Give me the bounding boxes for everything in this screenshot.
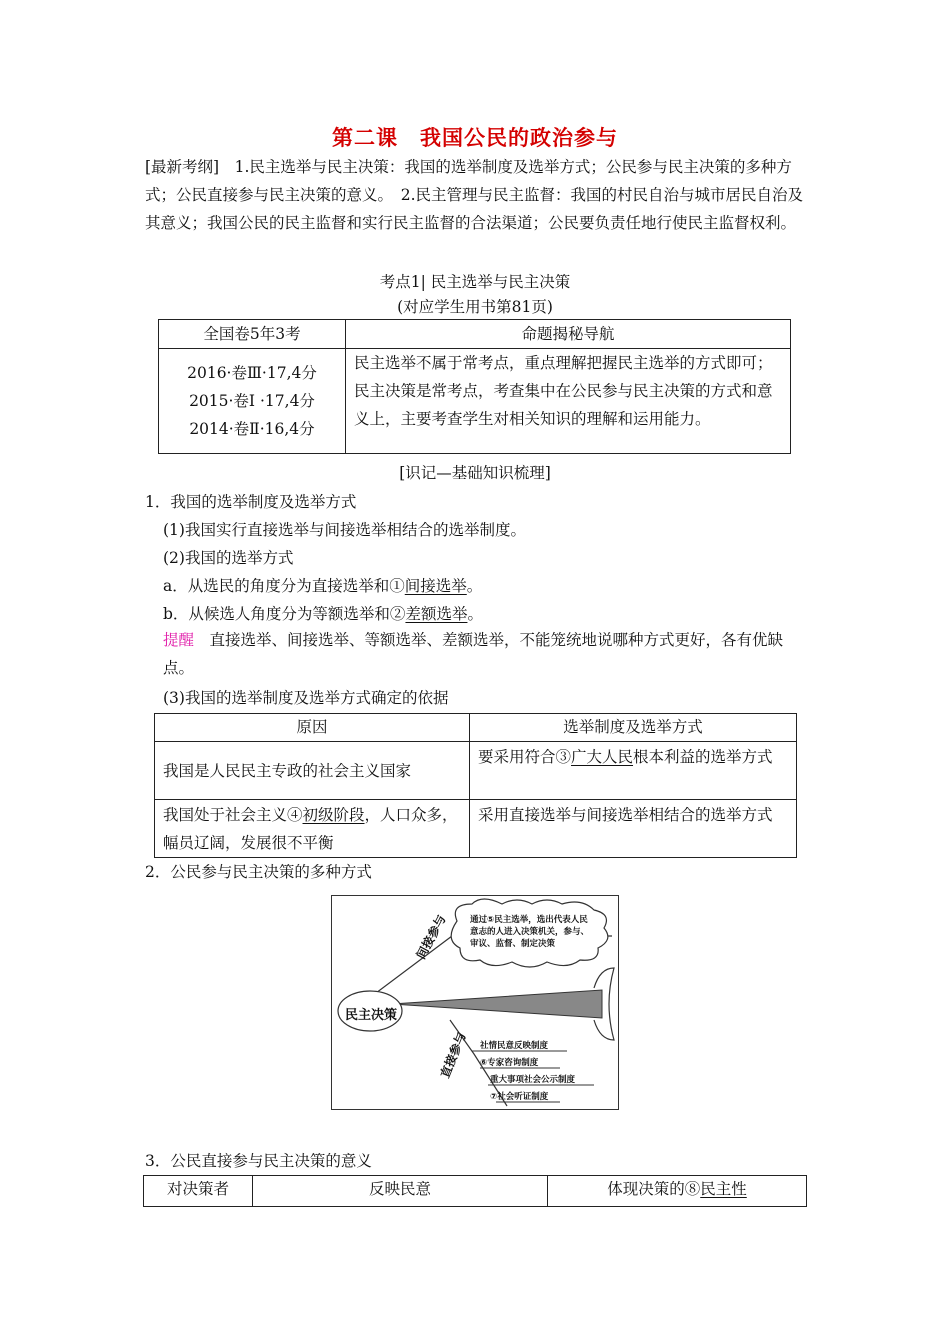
intro-tag: [最新考纲] — [145, 158, 220, 176]
section-heading: 考点1| 民主选举与民主决策 — [379, 273, 571, 291]
basis-r1-reason: 我国是人民民主专政的社会主义国家 — [155, 742, 470, 800]
basis-r2-text-end: ，人口众多，幅员辽阔，发展很不平衡 — [163, 806, 458, 852]
meaning-c3-text: 体现决策的⑧ — [607, 1180, 701, 1198]
answer-8: 民主性 — [700, 1180, 747, 1198]
meaning-c3 — [548, 1176, 807, 1207]
point-1-3: (3)我国的选举制度及选举方式确定的依据 — [163, 689, 449, 707]
diagram-item: ⑥专家咨询制度 — [480, 1058, 539, 1068]
meaning-table — [143, 1175, 807, 1207]
point-b-end: 。 — [467, 605, 483, 623]
point-2-heading: 2．公民参与民主决策的多种方式 — [145, 863, 372, 881]
basis-r1-text: 要采用符合③ — [478, 748, 572, 766]
diagram-item: 社情民意反映制度 — [480, 1041, 549, 1051]
diagram-center-label: 民主决策 — [344, 1008, 397, 1023]
point-a — [163, 574, 482, 596]
lower-branch-label: 直接参与 — [437, 1030, 469, 1080]
section-subheading: (对应学生用书第81页) — [397, 298, 553, 316]
point-3-heading: 3．公民直接参与民主决策的意义 — [145, 1152, 372, 1170]
memo-heading: [识记—基础知识梳理] — [399, 464, 551, 482]
diagram-item: ⑦社会听证制度 — [490, 1092, 549, 1102]
basis-table — [154, 713, 797, 858]
point-a-text: a．从选民的角度分为直接选举和① — [163, 577, 405, 595]
cloud-text — [470, 914, 600, 950]
basis-header-reason: 原因 — [155, 714, 470, 742]
decision-diagram — [331, 895, 619, 1110]
basis-r1-method — [470, 742, 797, 800]
exam-year-item: 2016·卷Ⅲ·17,4分 — [187, 364, 317, 382]
intro-paragraph — [145, 153, 807, 237]
exam-col1-header: 全国卷5年3考 — [159, 320, 346, 349]
tip-paragraph — [163, 626, 807, 682]
exam-col2-header: 命题揭秘导航 — [346, 320, 791, 349]
point-a-end: 。 — [466, 577, 483, 595]
intro-text: 1.民主选举与民主决策：我国的选举制度及选举方式；公民参与民主决策的多种方式；公民直接参与民主决策的意义。 2.民主管理与民主监督：我国的村民自治与城市居民自治及其意义；我国公民的民主监督和实行民主监督的合法渠道；公民要负责任地行使民主监督权利。 — [145, 158, 804, 232]
tip-label: 提醒 — [163, 631, 195, 649]
answer-4: 初级阶段 — [302, 806, 365, 824]
answer-1: 间接选举 — [404, 577, 467, 595]
answer-3: 广大人民 — [571, 748, 634, 766]
basis-r2-reason — [155, 800, 470, 858]
cloud-line: 意志的人进入决策机关，参与、 — [470, 927, 590, 937]
basis-r1-text-end: 根本利益的选举方式 — [633, 748, 773, 766]
exam-year-item: 2015·卷Ⅰ ·17,4分 — [189, 392, 315, 410]
exam-table — [158, 319, 791, 454]
point-1-2: (2)我国的选举方式 — [163, 549, 294, 567]
basis-header-method: 选举制度及选举方式 — [470, 714, 797, 742]
diagram-item: 重大事项社会公示制度 — [490, 1075, 576, 1085]
exam-years-cell — [159, 349, 346, 454]
exam-year-item: 2014·卷Ⅱ·16,4分 — [189, 420, 315, 438]
point-b-text: b．从候选人角度分为等额选举和② — [163, 605, 406, 623]
tip-text: 直接选举、间接选举、等额选举、差额选举，不能笼统地说哪种方式更好，各有优缺点。 — [163, 631, 784, 677]
meaning-c2: 反映民意 — [253, 1176, 548, 1207]
answer-2: 差额选举 — [405, 605, 468, 623]
page-title: 第二课 我国公民的政治参与 — [332, 126, 618, 150]
point-1-1: (1)我国实行直接选举与间接选举相结合的选举制度。 — [163, 521, 526, 539]
basis-r2-method: 采用直接选举与间接选举相结合的选举方式 — [470, 800, 797, 858]
meaning-c1: 对决策者 — [144, 1176, 253, 1207]
upper-branch-label: 间接参与 — [413, 912, 449, 962]
funnel-shape — [392, 990, 602, 1018]
basis-r2-text: 我国处于社会主义④ — [163, 806, 303, 824]
exam-desc-cell: 民主选举不属于常考点，重点理解把握民主选举的方式即可；民主决策是常考点，考查集中在公民参与民主决策的方式和意义上，主要考查学生对相关知识的理解和运用能力。 — [346, 349, 791, 454]
point-1-heading: 1．我国的选举制度及选举方式 — [145, 493, 357, 511]
cloud-line: 通过⑤民主选举，选出代表人民 — [470, 915, 588, 925]
cloud-line: 审议、监督、制定决策 — [470, 939, 556, 949]
point-b — [163, 602, 483, 624]
